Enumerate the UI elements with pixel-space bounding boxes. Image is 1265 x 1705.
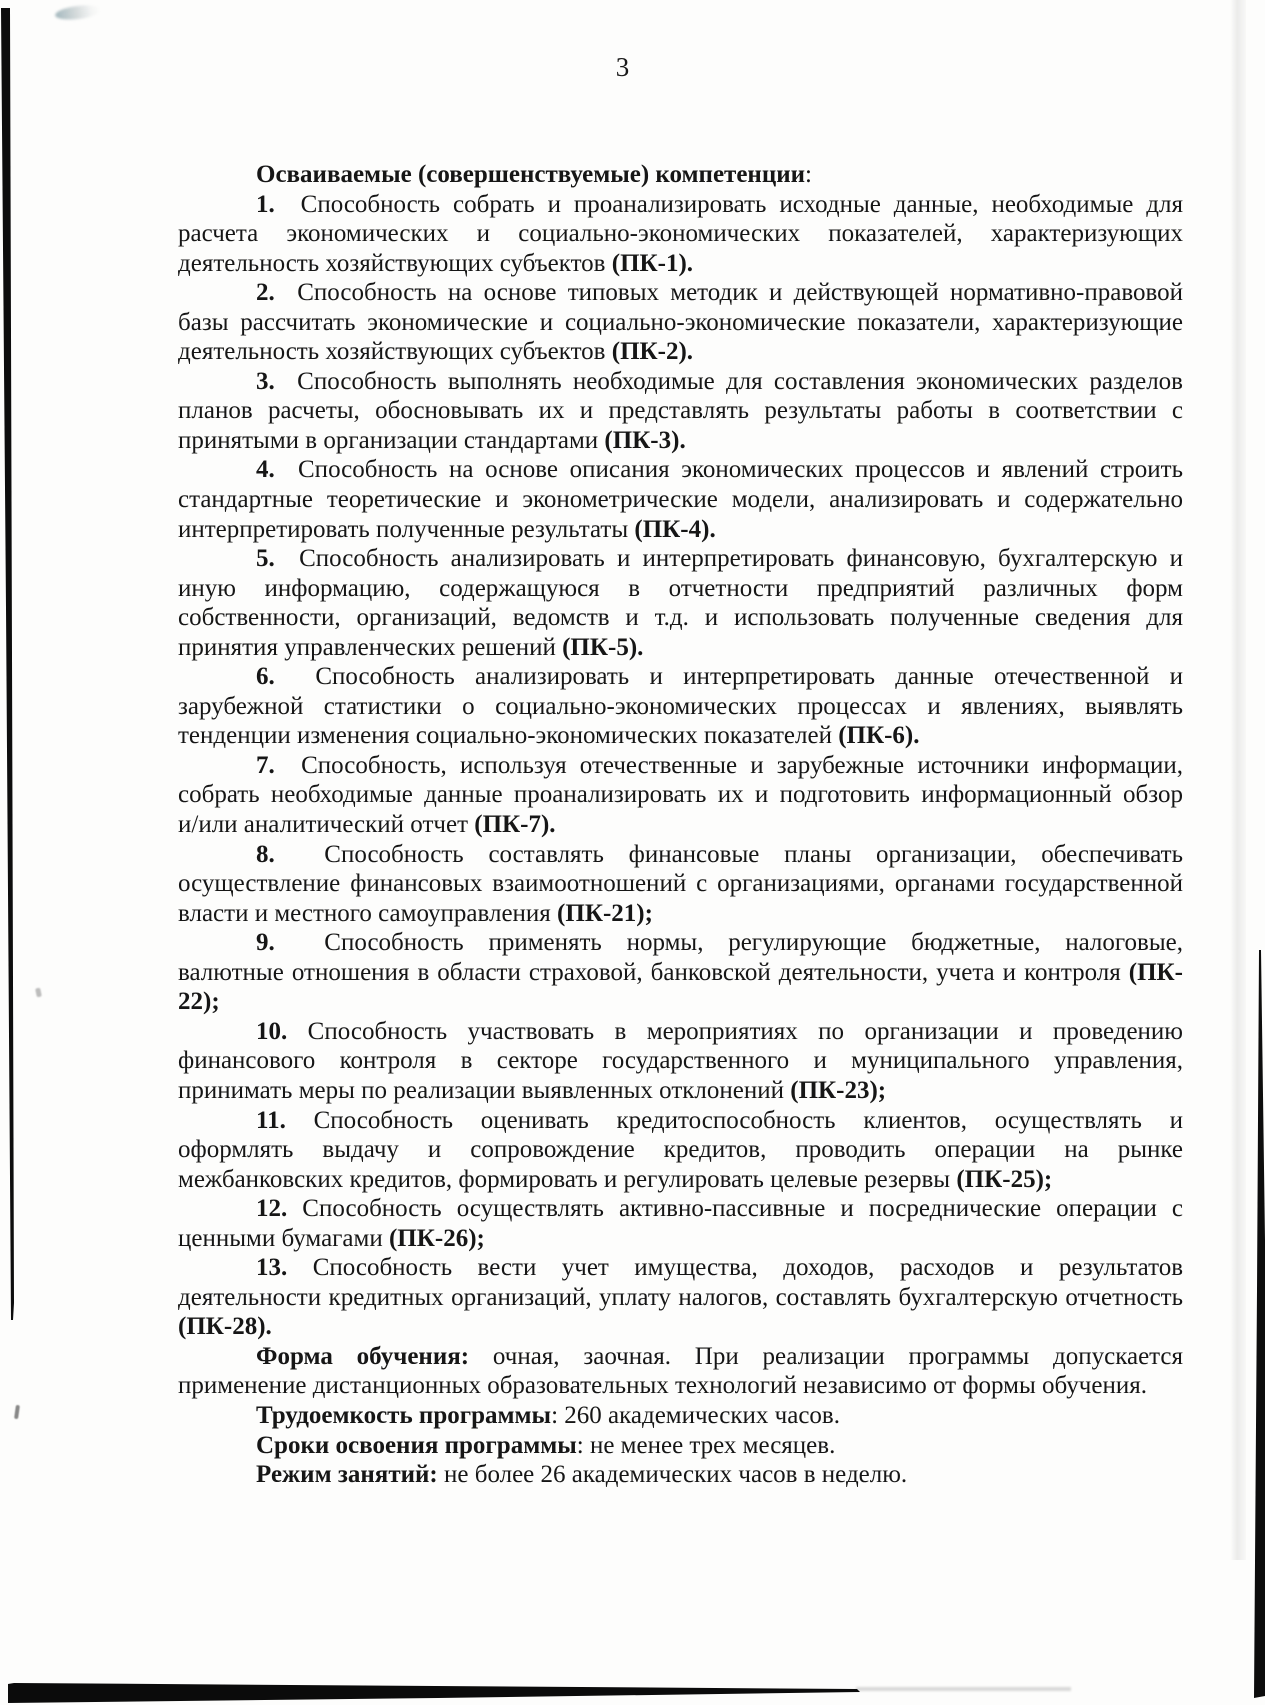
text-line: тенденции изменения социально-экономических показателей (ПК-6).: [178, 722, 920, 750]
text-line: принимать меры по реализации выявленных отклонений (ПК-23);: [178, 1076, 887, 1104]
scan-speck: [14, 1405, 20, 1419]
scan-edge-bar-bottom: [8, 1683, 860, 1704]
text-line: 4. Способность на основе описания экономических процессов и явлений строить: [256, 456, 1183, 484]
text-line: 7. Способность, используя отечественные и зарубежные источники информации,: [256, 751, 1183, 779]
competency-pk-22: [178, 928, 1183, 1017]
competency-pk-1: [178, 190, 1183, 279]
text-line: 1. Способность собрать и проанализировать исходные данные, необходимые для: [256, 190, 1183, 218]
scan-edge-bar-right: [1253, 950, 1265, 1698]
text-line: Сроки освоения программы: не менее трех месяцев.: [256, 1431, 836, 1459]
scan-edge-bar-left: [0, 8, 16, 1320]
text-line: Осваиваемые (совершенствуемые) компетенции:: [256, 161, 812, 188]
page-number: 3: [615, 52, 630, 82]
text-line: Форма обучения: очная, заочная. При реализации программы допускается: [256, 1342, 1183, 1370]
document-body: [178, 160, 1183, 1490]
text-line: интерпретировать полученные результаты (ПК-4).: [178, 515, 716, 543]
text-line: 13. Способность вести учет имущества, доходов, расходов и результатов: [256, 1254, 1183, 1282]
text-line: власти и местного самоуправления (ПК-21);: [178, 899, 653, 927]
text-line: 5. Способность анализировать и интерпретировать финансовую, бухгалтерскую и: [256, 545, 1183, 573]
competency-pk-2: [178, 278, 1183, 367]
program-duration: [178, 1431, 1183, 1461]
text-line: 6. Способность анализировать и интерпретировать данные отечественной и: [256, 663, 1183, 691]
text-line: ценными бумагами (ПК-26);: [178, 1224, 485, 1252]
class-schedule: [178, 1460, 1183, 1490]
text-line: 11. Способность оценивать кредитоспособность клиентов, осуществлять и: [256, 1106, 1183, 1134]
text-line: деятельности кредитных организаций, уплату налогов, составлять бухгалтерскую отчетность: [178, 1283, 1183, 1311]
text-line: принятия управленческих решений (ПК-5).: [178, 633, 644, 661]
competency-pk-4: [178, 455, 1183, 544]
text-line: 9. Способность применять нормы, регулирующие бюджетные, налоговые,: [256, 929, 1183, 957]
scan-speck: [35, 988, 42, 998]
text-line: (ПК-28).: [178, 1313, 272, 1341]
text-line: стандартные теоретические и эконометрические модели, анализировать и содержательно: [178, 486, 1183, 514]
text-line: 3. Способность выполнять необходимые для составления экономических разделов: [256, 367, 1183, 395]
scan-edge-bar-bottom-tail: [856, 1687, 1071, 1691]
text-line: 12. Способность осуществлять активно-пассивные и посреднические операции с: [256, 1195, 1183, 1223]
text-line: 22);: [178, 988, 220, 1016]
text-line: и/или аналитический отчет (ПК-7).: [178, 811, 556, 839]
text-line: иную информацию, содержащуюся в отчетности предприятий различных форм: [178, 574, 1183, 602]
competency-pk-21: [178, 840, 1183, 929]
study-form: [178, 1342, 1183, 1401]
scan-smudge-top-left: [54, 3, 101, 22]
text-line: базы рассчитать экономические и социально-экономические показатели, характеризующие: [178, 308, 1183, 336]
competency-pk-25: [178, 1106, 1183, 1195]
text-line: собрать необходимые данные проанализировать их и подготовить информационный обзор: [178, 781, 1183, 809]
text-line: собственности, организаций, ведомств и т.д. и использовать полученные сведения для: [178, 604, 1183, 632]
text-line: деятельность хозяйствующих субъектов (ПК-2).: [178, 338, 694, 366]
text-line: осуществление финансовых взаимоотношений с организациями, органами государственной: [178, 870, 1183, 898]
scan-shadow-right-edge: [1230, 0, 1246, 1560]
text-line: принятыми в организации стандартами (ПК-3).: [178, 426, 686, 454]
text-line: Режим занятий: не более 26 академических часов в неделю.: [256, 1461, 908, 1489]
competency-pk-28: [178, 1253, 1183, 1342]
competency-pk-7: [178, 751, 1183, 840]
text-line: межбанковских кредитов, формировать и регулировать целевые резервы (ПК-25);: [178, 1165, 1053, 1193]
text-line: расчета экономических и социально-экономических показателей, характеризующих: [178, 220, 1183, 248]
text-line: 8. Способность составлять финансовые планы организации, обеспечивать: [256, 840, 1183, 868]
program-workload: [178, 1401, 1183, 1431]
text-line: применение дистанционных образовательных технологий независимо от формы обучения.: [178, 1372, 1147, 1400]
competency-pk-23: [178, 1017, 1183, 1106]
text-line: 10. Способность участвовать в мероприятиях по организации и проведению: [256, 1017, 1183, 1045]
text-line: планов расчеты, обосновывать их и представлять результаты работы в соответствии с: [178, 397, 1183, 425]
competency-pk-5: [178, 544, 1183, 662]
text-line: деятельность хозяйствующих субъектов (ПК-1).: [178, 249, 694, 277]
text-line: валютные отношения в области страховой, банковской деятельности, учета и контроля (ПК-: [178, 958, 1183, 986]
text-line: финансового контроля в секторе государственного и муниципального управления,: [178, 1047, 1183, 1075]
text-line: Трудоемкость программы: 260 академических часов.: [256, 1401, 840, 1429]
competency-pk-3: [178, 367, 1183, 456]
competencies-title: [178, 160, 1183, 190]
competency-pk-26: [178, 1194, 1183, 1253]
text-line: 2. Способность на основе типовых методик и действующей нормативно-правовой: [256, 279, 1183, 307]
text-line: оформлять выдачу и сопровождение кредитов, проводить операции на рынке: [178, 1136, 1183, 1164]
competency-pk-6: [178, 662, 1183, 751]
text-line: зарубежной статистики о социально-экономических процессах и явлениях, выявлять: [178, 692, 1183, 720]
